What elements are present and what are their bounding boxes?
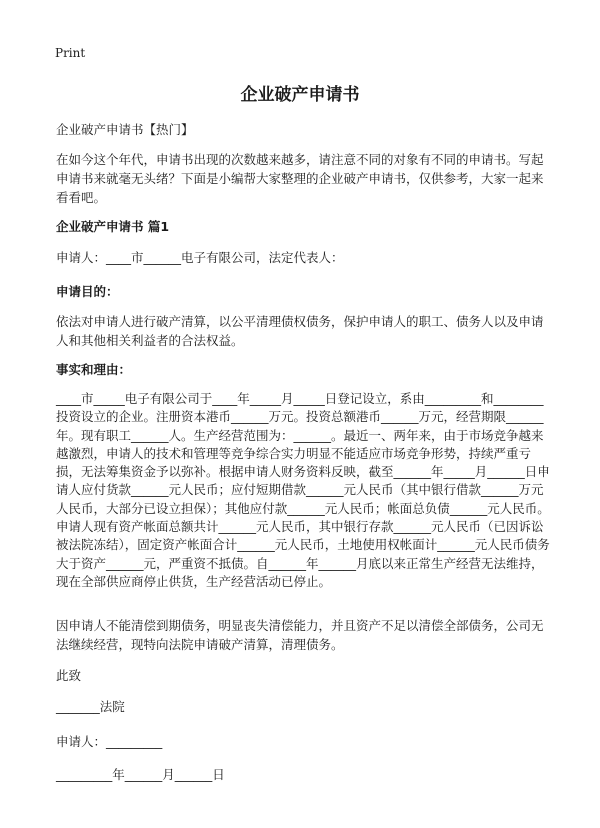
- court-line: _______法院: [56, 699, 125, 714]
- subtitle: 企业破产申请书【热门】: [56, 122, 194, 137]
- facts-paragraph: ____市_____电子有限公司于____年_____月_____日登记设立，系由_________和________投资设立的企业。注册资本港币______万元。投资总额港币______万元，经营期限______年。现有职工______人。生产经营范围为：______。最近一、两年来，由于市场竞争越来越激烈，申请人的技术和管理等竞争综合实力明显不能适应市场竞争形势，持续严重亏损，无法筹集资金予以弥补。根据申请人财务资料反映，截至______年_____月______日申请人应付货款______元人民币；应付短期借款______元人民币（其中银行借款______万元人民币，大部分已设立担保）；其他应付款______元人民币；帐面总负债______元人民币。申请人现有资产帐面总额共计______元人民币，其中银行存款______元人民币（已因诉讼被法院冻结），固定资产帐面合计______元人民币，土地使用权帐面计______元人民币债务大于资产______元，严重资不抵债。自______年______月底以来正常生产经营无法维持，现在全部供应商停止供货，生产经营活动已停止。: [56, 391, 550, 589]
- page-title: 企业破产申请书: [240, 85, 360, 105]
- intro-paragraph: 在如今这个年代，申请书出现的次数越来越多，请注意不同的对象有不同的申请书。写起申请书来就毫无头绪？下面是小编帮大家整理的企业破产申请书，仅供参考，大家一起来看看吧。: [56, 152, 544, 205]
- purpose-heading: 申请目的：: [56, 284, 119, 299]
- facts-heading: 事实和理由：: [56, 362, 132, 377]
- signature-line: 申请人：_________: [56, 734, 163, 749]
- applicant-line: 申请人：____市______电子有限公司，法定代表人：: [56, 250, 344, 265]
- print-label[interactable]: Print: [55, 46, 86, 60]
- purpose-paragraph: 依法对申请人进行破产清算，以公平清理债权债务，保护申请人的职工、债务人以及申请人和其他相关利益者的合法权益。: [56, 314, 544, 348]
- date-line: _________年______月______日: [56, 767, 225, 782]
- salutation: 此致: [56, 668, 82, 683]
- conclusion-paragraph: 因申请人不能清偿到期债务，明显丧失清偿能力，并且资产不足以清偿全部债务，公司无法继续经营，现特向法院申请破产清算，清理债务。: [56, 618, 544, 652]
- section-heading: 企业破产申请书 篇1: [56, 219, 170, 234]
